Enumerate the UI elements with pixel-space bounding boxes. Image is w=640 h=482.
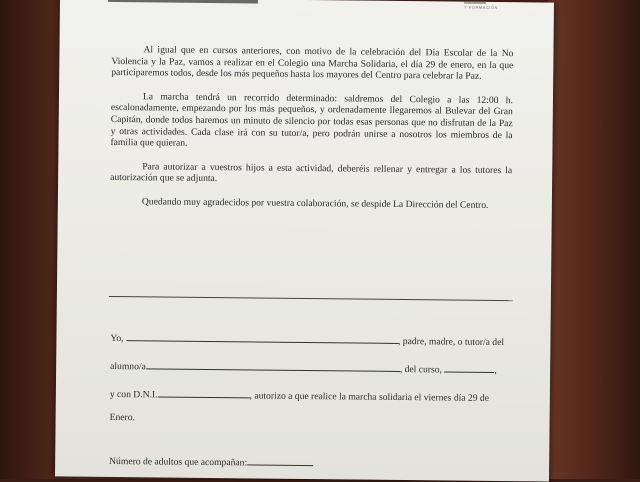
header-letterhead-line	[108, 0, 258, 3]
paragraph-farewell: Quedando muy agradecidos por vuestra colaboración, se despide La Dirección del Centro.	[141, 196, 489, 211]
cut-line	[109, 296, 513, 301]
comma-label: ,	[494, 364, 497, 377]
form-row-adults	[109, 454, 513, 472]
alumno-label: alumno/a	[110, 360, 146, 373]
form-row-student	[110, 359, 514, 377]
enero-label: Enero.	[109, 411, 135, 424]
authorization-form	[109, 331, 514, 472]
autorizo-label: , autorizo a que realice la marcha solidaria el viernes día 29 de	[249, 390, 490, 404]
course-field[interactable]	[444, 362, 494, 373]
form-row-enero	[110, 412, 514, 430]
curso-label: , del curso,	[399, 363, 443, 376]
dni-label: y con D.N.I.	[109, 388, 158, 401]
paragraph-authorization: Para autorizar a vuestros hijos a esta actividad, deberéis rellenar y entregar a los tutores la autorización que se adjunta.	[110, 161, 513, 185]
desk-background-right	[548, 0, 640, 479]
paragraph-intro: Al igual que en cursos anteriores, con motivo de la celebración del Día Escolar de la No Violencia y la Paz, vamos a realizar en el Colegio una Marcha Solidaria, el día 29 de enero, en la que participaremos todos, desde los más pequeños hasta los mayores del Centro para celebrar la Paz.	[111, 44, 514, 83]
adults-count-field[interactable]	[247, 455, 313, 466]
paragraph-route: La marcha tendrá un recorrido determinado: saldremos del Colegio a las 12:00 h. escalonadamente, empezando por los más pequeños, y ordenadamente llegaremos al Bulevar del Gran Capitán, donde todos haremos un minuto de silencio por todas esas personas que no disfrutan de la Paz y otras actividades. Cada clase irá con su tutor/a, pero podrán unirse a nosotros los miembros de la familia que quieran.	[110, 91, 514, 149]
adults-label: Número de adultos que acompañan:	[109, 455, 248, 469]
logo-text: Y FORMACIÓN	[464, 4, 498, 10]
dni-field[interactable]	[158, 387, 250, 398]
school-logo	[464, 2, 498, 10]
parent-name-field[interactable]	[126, 331, 398, 344]
form-row-dni	[110, 387, 514, 405]
form-row-parent	[110, 331, 514, 349]
paper-sheet	[55, 0, 554, 482]
letter-body	[110, 44, 514, 224]
student-name-field[interactable]	[146, 359, 400, 372]
yo-label: Yo,	[110, 332, 124, 345]
parent-role-label: , padre, madre, o tutor/a del	[397, 335, 505, 349]
